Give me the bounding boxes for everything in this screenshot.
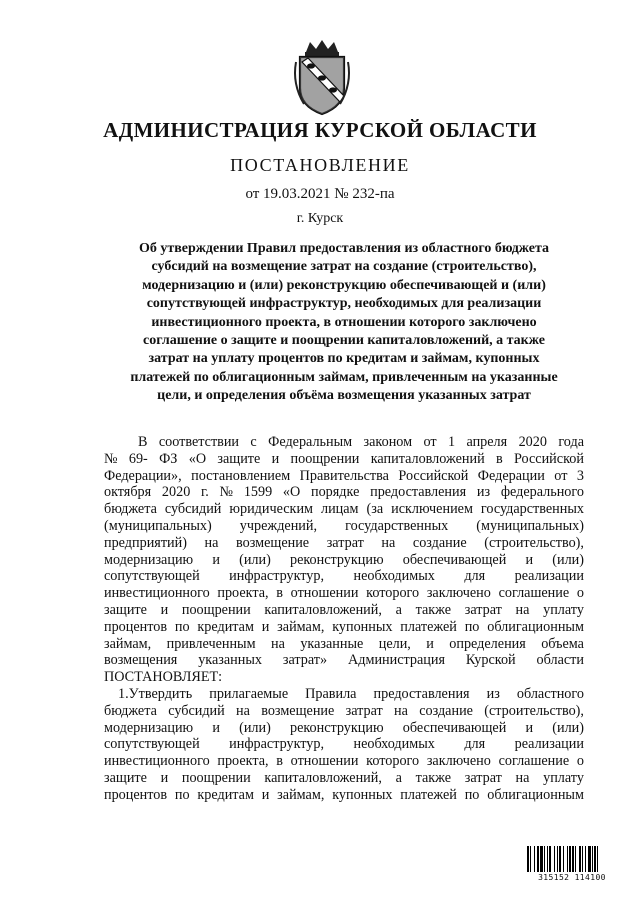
barcode-bar [563, 846, 564, 872]
body-word: государственных [345, 517, 449, 534]
body-word: купонных [332, 786, 393, 803]
body-word: предприятий) [104, 534, 187, 551]
barcode-bar [530, 846, 531, 872]
title-line: субсидий на возмещение затрат на создание (строительство), [151, 259, 537, 275]
body-line [104, 636, 584, 653]
body-word: проекта, [217, 585, 269, 602]
body-word: Федерации», [104, 467, 182, 484]
body-word: которого [366, 753, 420, 770]
body-line [104, 720, 584, 737]
body-word: процентов [104, 618, 168, 635]
body-word: (за [366, 501, 384, 518]
body-word: Федерации [477, 467, 545, 484]
body-word: (или) [552, 719, 584, 736]
body-word: лицам [321, 501, 359, 518]
body-word: 3 [576, 467, 584, 484]
body-word: постановлением [191, 467, 291, 484]
body-word: капиталовложений [370, 450, 485, 467]
barcode-bar [597, 846, 598, 872]
body-word: федерального [500, 484, 584, 501]
body-line [104, 770, 584, 787]
body-word: займам, [277, 786, 325, 803]
barcode-number: 315152 114100 [538, 873, 606, 882]
body-line [104, 602, 584, 619]
body-word: определения [449, 635, 526, 652]
body-word: указанных [198, 652, 262, 669]
body-word: затрат» [282, 652, 328, 669]
body-word: и [212, 551, 220, 568]
body-word: о [576, 753, 584, 770]
body-word: облигационным [487, 786, 584, 803]
body-word: и [261, 618, 270, 635]
body-word: Российской [514, 450, 584, 467]
body-word: заключено [426, 753, 491, 770]
body-word: законом [363, 434, 413, 450]
body-word: платежей [400, 786, 457, 803]
body-word: реализации [514, 736, 584, 753]
body-word: (строительство), [484, 702, 584, 719]
body-word: области [536, 652, 584, 669]
body-word: а [395, 769, 402, 786]
body-word: (муниципальных) [104, 517, 212, 534]
title-line: затрат на уплату процентов по кредитам и займам, купонных [148, 351, 540, 367]
body-line [104, 686, 584, 703]
body-line [104, 518, 584, 535]
barcode-bar [575, 846, 576, 872]
body-line [104, 787, 584, 804]
body-word: № [104, 450, 118, 467]
body-word: кредитам [197, 786, 254, 803]
body-word: возмещения [104, 652, 178, 669]
body-line [104, 434, 584, 451]
body-word: указанные [300, 635, 364, 652]
body-word: 1 [447, 434, 456, 450]
body-word: необходимых [353, 736, 435, 753]
body-word: (или) [552, 551, 584, 568]
body-word: займам, [104, 635, 152, 652]
body-line [104, 468, 584, 485]
body-word: на [204, 534, 219, 551]
body-word: «О [188, 450, 207, 467]
document-type: ПОСТАНОВЛЕНИЕ [230, 155, 410, 175]
body-word: кредитам [197, 618, 254, 635]
body-word: бюджета [104, 501, 157, 518]
body-word: и [426, 635, 434, 652]
body-word: на [515, 769, 530, 786]
body-word: затрат [464, 769, 502, 786]
body-word: (строительство), [484, 534, 584, 551]
barcode-bar [557, 846, 558, 872]
body-word: уплату [543, 601, 584, 618]
body-word: поощрении [290, 450, 360, 467]
body-word: реконструкцию [289, 719, 384, 736]
body-word: облигационным [487, 618, 584, 635]
barcode-bar [559, 846, 561, 872]
body-word: защите [217, 450, 261, 467]
body-word: на [394, 702, 408, 719]
body-word: и [160, 769, 169, 786]
issuing-authority: АДМИНИСТРАЦИЯ КУРСКОЙ ОБЛАСТИ [103, 118, 537, 142]
body-word: создание [412, 534, 467, 551]
document-body [104, 434, 584, 804]
barcode-bar [582, 846, 583, 872]
body-word: инвестиционного [104, 753, 210, 770]
body-word: затрат [326, 534, 364, 551]
body-word: купонных [332, 618, 393, 635]
body-word: модернизацию [104, 719, 194, 736]
body-word: г. [201, 484, 209, 501]
body-word: создание [419, 702, 473, 719]
body-word: бюджета [104, 702, 157, 719]
body-word: сопутствующей [104, 568, 200, 585]
body-word: 1.Утвердить [118, 685, 193, 702]
body-word: цели, [378, 635, 411, 652]
title-line: платежей по облигационным займам, привлеченным на указанные [130, 369, 558, 385]
body-word: и [261, 786, 270, 803]
body-line [104, 619, 584, 636]
body-word: также [415, 601, 452, 618]
title-line: модернизацию и (или) реконструкцию обеспечивающей и (или) [142, 277, 546, 293]
document-city: г. Курск [296, 211, 344, 226]
body-word: В [138, 434, 148, 450]
body-line [104, 736, 584, 753]
body-word: обеспечивающей [402, 551, 507, 568]
body-word: и [525, 719, 534, 736]
body-word: возмещение [236, 534, 310, 551]
body-word: инфраструктур, [229, 736, 325, 753]
body-word: отношении [290, 585, 359, 602]
body-word: возмещение [261, 702, 335, 719]
body-line [104, 703, 584, 720]
body-word: проекта, [217, 753, 269, 770]
body-word: 1599 [243, 484, 273, 501]
body-word: капиталовложений, [264, 769, 382, 786]
body-word: платежей [400, 618, 457, 635]
body-word: уплату [543, 769, 584, 786]
body-word: областного [516, 685, 584, 702]
body-word: юридическим [229, 501, 314, 518]
barcode-bar [540, 846, 543, 872]
barcode-bar [569, 846, 571, 872]
body-line [104, 451, 584, 468]
body-word: соответствии [158, 434, 240, 450]
barcode-bar [537, 846, 539, 872]
body-word: на [381, 534, 396, 551]
body-word: Правительства [299, 467, 389, 484]
body-word: (или) [239, 551, 271, 568]
body-word: и [525, 551, 534, 568]
body-word: «О [282, 484, 301, 501]
body-word: Российской [398, 467, 469, 484]
barcode-bar [527, 846, 529, 872]
body-word: по [464, 786, 480, 803]
body-word: субсидий [168, 702, 225, 719]
body-word: порядке [311, 484, 360, 501]
body-word: по [174, 786, 190, 803]
body-line [104, 753, 584, 770]
body-word: (муниципальных) [476, 517, 584, 534]
body-line [104, 535, 584, 552]
body-word: от [554, 467, 568, 484]
body-word: № [219, 484, 234, 501]
body-word: защите [104, 601, 147, 618]
body-word: соглашение [498, 585, 570, 602]
body-word: также [415, 769, 452, 786]
barcode-bar [588, 846, 591, 872]
body-word: поощрении [181, 769, 251, 786]
body-word: года [558, 434, 584, 450]
body-word: из [486, 685, 500, 702]
body-line [104, 552, 584, 569]
body-word: которого [366, 585, 420, 602]
body-word: для [464, 736, 486, 753]
body-word: реализации [514, 568, 584, 585]
body-word: реконструкцию [289, 551, 384, 568]
barcode-bar [572, 846, 574, 872]
title-line: инвестиционного проекта, в отношении которого заключено [151, 314, 537, 330]
barcode-bar [534, 846, 535, 872]
body-word: апреля [466, 434, 508, 450]
barcode-bar [594, 846, 596, 872]
body-word: 2020 [518, 434, 547, 450]
body-word: государственных [480, 501, 584, 518]
body-word: Администрация [348, 652, 445, 669]
body-word: модернизацию [104, 551, 194, 568]
body-word: по [464, 618, 480, 635]
body-word: по [174, 618, 190, 635]
body-word: сопутствующей [104, 736, 200, 753]
body-line [104, 585, 584, 602]
body-word: привлеченным [166, 635, 256, 652]
barcode-bar [579, 846, 581, 872]
title-line: Об утверждении Правил предоставления из областного бюджета [138, 241, 550, 256]
body-word: ФЗ [159, 450, 178, 467]
barcode-icon [527, 846, 617, 872]
body-word: и [212, 719, 220, 736]
body-word: предоставления [370, 484, 467, 501]
barcode-bar [547, 846, 548, 872]
document-title [104, 240, 584, 406]
document-date-number: от 19.03.2021 № 232-па [245, 186, 395, 202]
body-word: Курской [465, 652, 516, 669]
body-word: обеспечивающей [402, 719, 507, 736]
body-word: в [276, 753, 283, 770]
title-line: соглашение о защите и поощрении капиталовложений, а также [143, 333, 545, 349]
body-word: заключено [426, 585, 491, 602]
barcode-bar [592, 846, 593, 872]
body-line [104, 484, 584, 501]
coat-of-arms-icon [290, 38, 354, 116]
body-line [104, 568, 584, 585]
body-word: затрат [345, 702, 383, 719]
body-word: Федеральным [268, 434, 353, 450]
body-word: затрат [464, 601, 502, 618]
body-word: 2020 [161, 484, 191, 501]
body-word: в [496, 450, 503, 467]
body-word: предоставления [373, 685, 470, 702]
body-word: субсидий [164, 501, 222, 518]
barcode-bar [549, 846, 551, 872]
body-word: от [423, 434, 437, 450]
body-word: для [464, 568, 486, 585]
title-line: цели, и определения объёма возмещения указанных затрат [157, 388, 531, 404]
body-word: а [395, 601, 402, 618]
body-word: на [271, 635, 285, 652]
body-word: займам, [277, 618, 325, 635]
body-word: и [160, 601, 169, 618]
body-word: исключением [391, 501, 473, 518]
body-line [104, 652, 584, 669]
body-word: Правила [305, 685, 357, 702]
body-word: поощрении [181, 601, 251, 618]
body-word: в [276, 585, 283, 602]
body-line [104, 501, 584, 518]
body-word: прилагаемые [209, 685, 289, 702]
body-word: 69- [128, 450, 148, 467]
body-word: инфраструктур, [229, 568, 325, 585]
title-line: сопутствующей инфраструктур, необходимых для реализации [146, 296, 542, 312]
body-word: необходимых [353, 568, 435, 585]
body-word: и [271, 450, 280, 467]
barcode-bar [567, 846, 568, 872]
body-word: (или) [239, 719, 271, 736]
barcode-bar [544, 846, 545, 872]
body-word: на [515, 601, 530, 618]
body-word: защите [104, 769, 147, 786]
body-word: октября [104, 484, 152, 501]
body-word: отношении [290, 753, 359, 770]
barcode-bar [585, 846, 586, 872]
body-word: капиталовложений, [264, 601, 382, 618]
body-word: на [236, 702, 250, 719]
body-word: с [250, 434, 257, 450]
body-line: ПОСТАНОВЛЯЕТ: [104, 669, 223, 686]
body-word: соглашение [498, 753, 570, 770]
body-word: из [476, 484, 491, 501]
body-word: процентов [104, 786, 168, 803]
body-word: инвестиционного [104, 585, 210, 602]
body-word: учреждений, [239, 517, 318, 534]
body-word: о [576, 585, 584, 602]
body-word: объема [541, 635, 584, 652]
barcode-bar [554, 846, 555, 872]
